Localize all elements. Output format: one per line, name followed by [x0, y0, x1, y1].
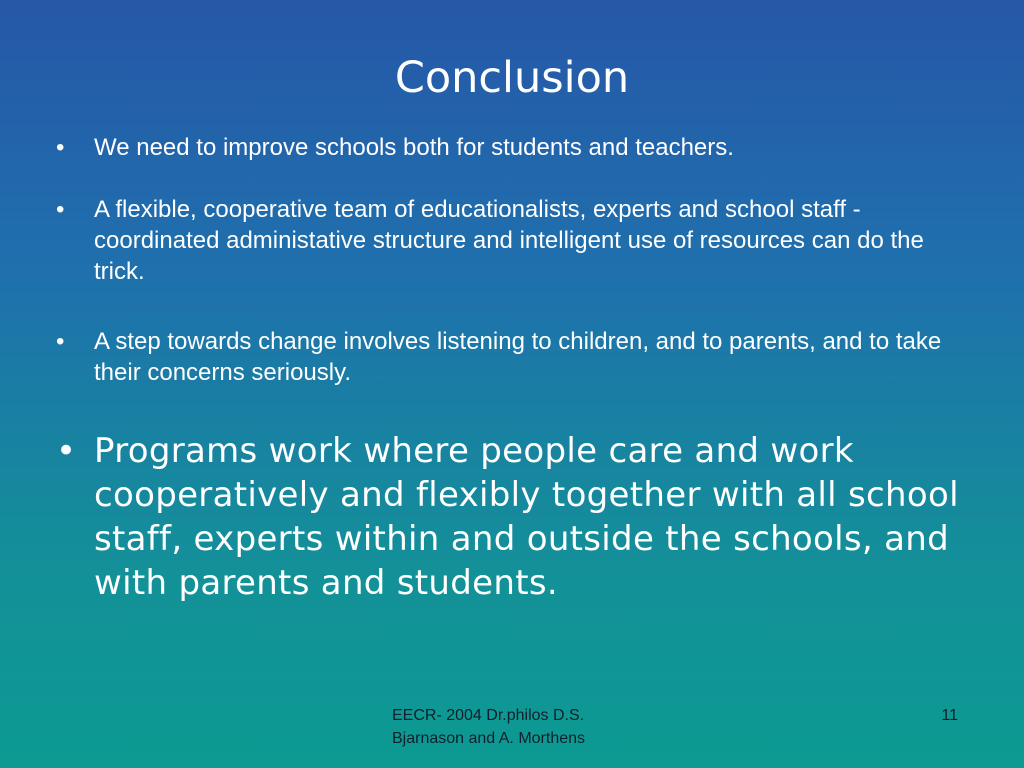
bullet-list	[56, 128, 976, 605]
bullet-item-1	[56, 132, 976, 163]
footer-credit-line-1: EECR- 2004 Dr.philos D.S.	[392, 707, 585, 724]
bullet-icon: •	[56, 431, 77, 471]
footer-credit	[392, 704, 692, 750]
bullet-item-2	[56, 194, 976, 287]
bullet-icon: •	[56, 328, 65, 355]
bullet-icon: •	[56, 134, 65, 161]
bullet-text-1: We need to improve schools both for students and teachers.	[94, 134, 734, 161]
bullet-text-3: A step towards change involves listening to children, and to parents, and to take their concerns seriously.	[94, 328, 942, 386]
bullet-text-4: Programs work where people care and work cooperatively and flexibly together with all school staff, experts within and outside the schools, and with parents and students.	[94, 431, 959, 603]
slide-number: 11	[941, 707, 958, 724]
slide-title: Conclusion	[394, 53, 630, 103]
bullet-text-2: A flexible, cooperative team of educationalists, experts and school staff - coordinated administative structure and intelligent use of resources can do the trick.	[94, 196, 924, 285]
bullet-icon: •	[56, 196, 65, 223]
bullet-item-3	[56, 326, 976, 388]
bullet-item-4	[56, 429, 976, 605]
footer-credit-line-2: Bjarnason and A. Morthens	[392, 730, 586, 747]
